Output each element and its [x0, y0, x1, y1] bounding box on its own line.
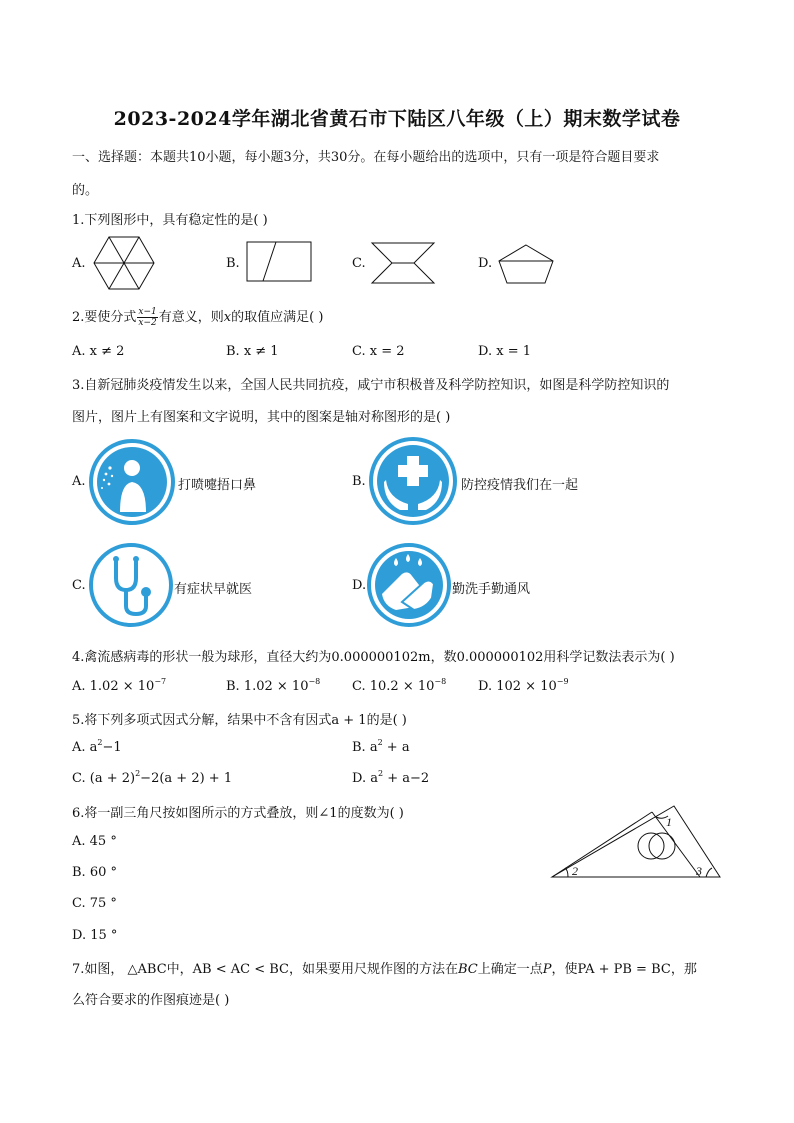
q5-option-a-exp: 2	[97, 738, 103, 747]
q5-option-a-pre: A. a	[72, 740, 98, 755]
q7-stem-post: ，使PA + PB = BC，那	[551, 962, 697, 977]
q6-option-c: C. 75 °	[72, 896, 117, 911]
q4-option-d	[478, 679, 569, 694]
q4-option-b	[226, 679, 320, 694]
q7-point-p: P	[542, 962, 552, 977]
question-1-stem: 1.下列图形中，具有稳定性的是( )	[72, 213, 268, 228]
q2-fraction-denominator: x−2	[138, 318, 157, 328]
question-3-stem-line2: 图片，图片上有图案和文字说明，其中的图案是轴对称图形的是( )	[72, 410, 451, 425]
q3-option-d-label: D.	[352, 578, 367, 593]
question-4-stem: 4.禽流感病毒的形状一般为球形，直径大约为0.000000102m，数0.000000102用科学记数法表示为( )	[72, 650, 675, 665]
q2-fraction	[137, 307, 157, 328]
q7-stem-pre: 7.如图， △ABC中，AB < AC < BC，如果要用尺规作图的方法在	[72, 962, 458, 977]
q3-caption-d: 勤洗手勤通风	[452, 582, 531, 597]
bowtie-figure	[370, 241, 436, 285]
q5-option-b	[352, 740, 410, 755]
sneeze-cover-icon	[88, 438, 176, 526]
hand-washing-icon	[366, 542, 452, 628]
q4-option-a-base: A. 1.02 × 10	[72, 679, 155, 694]
q2-fraction-numerator: x−1	[138, 307, 157, 317]
page-title: 2023-2024学年湖北省黄石市下陆区八年级（上）期末数学试卷	[113, 108, 681, 130]
q5-option-d-post: + a−2	[383, 771, 430, 786]
question-2-stem	[72, 306, 323, 328]
q6-option-a: A. 45 °	[72, 834, 117, 849]
q5-option-c-pre: C. (a + 2)	[72, 771, 136, 786]
section-instructions-line1: 一、选择题：本题共10小题，每小题3分，共30分。在每小题给出的选项中，只有一项是符合题目要求	[72, 150, 660, 165]
q4-option-a	[72, 679, 166, 694]
q2-stem-post: 有意义，则	[158, 310, 224, 325]
question-6-stem: 6.将一副三角尺按如图所示的方式叠放，则∠1的度数为( )	[72, 806, 404, 821]
q5-option-c-exp: 2	[135, 769, 141, 778]
q3-option-c-label: C.	[72, 578, 86, 593]
q1-option-b-label: B.	[226, 256, 240, 271]
hexagon-figure	[92, 235, 156, 291]
q5-option-b-post: + a	[382, 740, 410, 755]
q5-option-c-post: −2(a + 2) + 1	[140, 771, 233, 786]
q7-stem-mid: 上确定一点	[477, 962, 543, 977]
q4-option-d-base: D. 102 × 10	[478, 679, 557, 694]
triangle-rulers-figure	[548, 800, 724, 880]
q4-option-b-base: B. 1.02 × 10	[226, 679, 309, 694]
q5-option-d-exp: 2	[377, 769, 384, 778]
q1-option-d-label: D.	[478, 256, 493, 271]
q2-stem-pre: 2.要使分式	[72, 310, 137, 325]
q2-stem-end: 的取值应满足( )	[231, 310, 324, 325]
stethoscope-icon	[88, 542, 174, 628]
q1-option-c-label: C.	[352, 256, 366, 271]
angle-label-3: 3	[696, 864, 702, 878]
q2-option-a: A. x ≠ 2	[72, 344, 125, 359]
medical-cross-hands-icon	[368, 436, 458, 526]
q2-option-d: D. x = 1	[478, 344, 531, 359]
pentagon-figure	[497, 243, 555, 285]
q5-option-a	[72, 740, 122, 755]
q3-option-a-label: A.	[72, 474, 86, 489]
q3-caption-c: 有症状早就医	[174, 582, 253, 597]
q2-variable: x	[223, 310, 232, 325]
question-7-stem-line2: 么符合要求的作图痕迹是( )	[72, 993, 230, 1008]
q5-option-b-pre: B. a	[352, 740, 378, 755]
q5-option-d	[352, 771, 429, 786]
question-5-stem: 5.将下列多项式因式分解，结果中不含有因式a + 1的是( )	[72, 713, 407, 728]
q3-caption-a: 打喷嚏捂口鼻	[178, 478, 257, 493]
question-3-stem-line1: 3.自新冠肺炎疫情发生以来，全国人民共同抗疫，咸宁市积极普及科学防控知识，如图是科学防控知识的	[72, 378, 670, 393]
q5-option-c	[72, 771, 232, 786]
question-7-stem-line1	[72, 958, 697, 977]
q4-option-d-exponent: −9	[556, 677, 569, 686]
q5-option-a-post: −1	[102, 740, 122, 755]
q6-option-b: B. 60 °	[72, 865, 117, 880]
q5-option-d-pre: D. a	[352, 771, 378, 786]
q4-option-c-base: C. 10.2 × 10	[352, 679, 435, 694]
parallelogram-figure	[246, 241, 314, 283]
angle-label-1: 1	[666, 815, 672, 829]
section-instructions-line2: 的。	[72, 183, 99, 198]
q5-option-b-exp: 2	[377, 738, 383, 747]
q4-option-c	[352, 679, 446, 694]
q3-caption-b: 防控疫情我们在一起	[461, 478, 579, 493]
q4-option-a-exponent: −7	[154, 677, 167, 686]
q3-option-b-label: B.	[352, 474, 366, 489]
q4-option-c-exponent: −8	[434, 677, 447, 686]
angle-label-2: 2	[572, 864, 578, 878]
q1-option-a-label: A.	[72, 256, 86, 271]
q4-option-b-exponent: −8	[308, 677, 321, 686]
q2-option-b: B. x ≠ 1	[226, 344, 279, 359]
q2-option-c: C. x = 2	[352, 344, 405, 359]
q6-option-d: D. 15 °	[72, 928, 118, 943]
q7-segment-bc: BC	[458, 962, 478, 977]
